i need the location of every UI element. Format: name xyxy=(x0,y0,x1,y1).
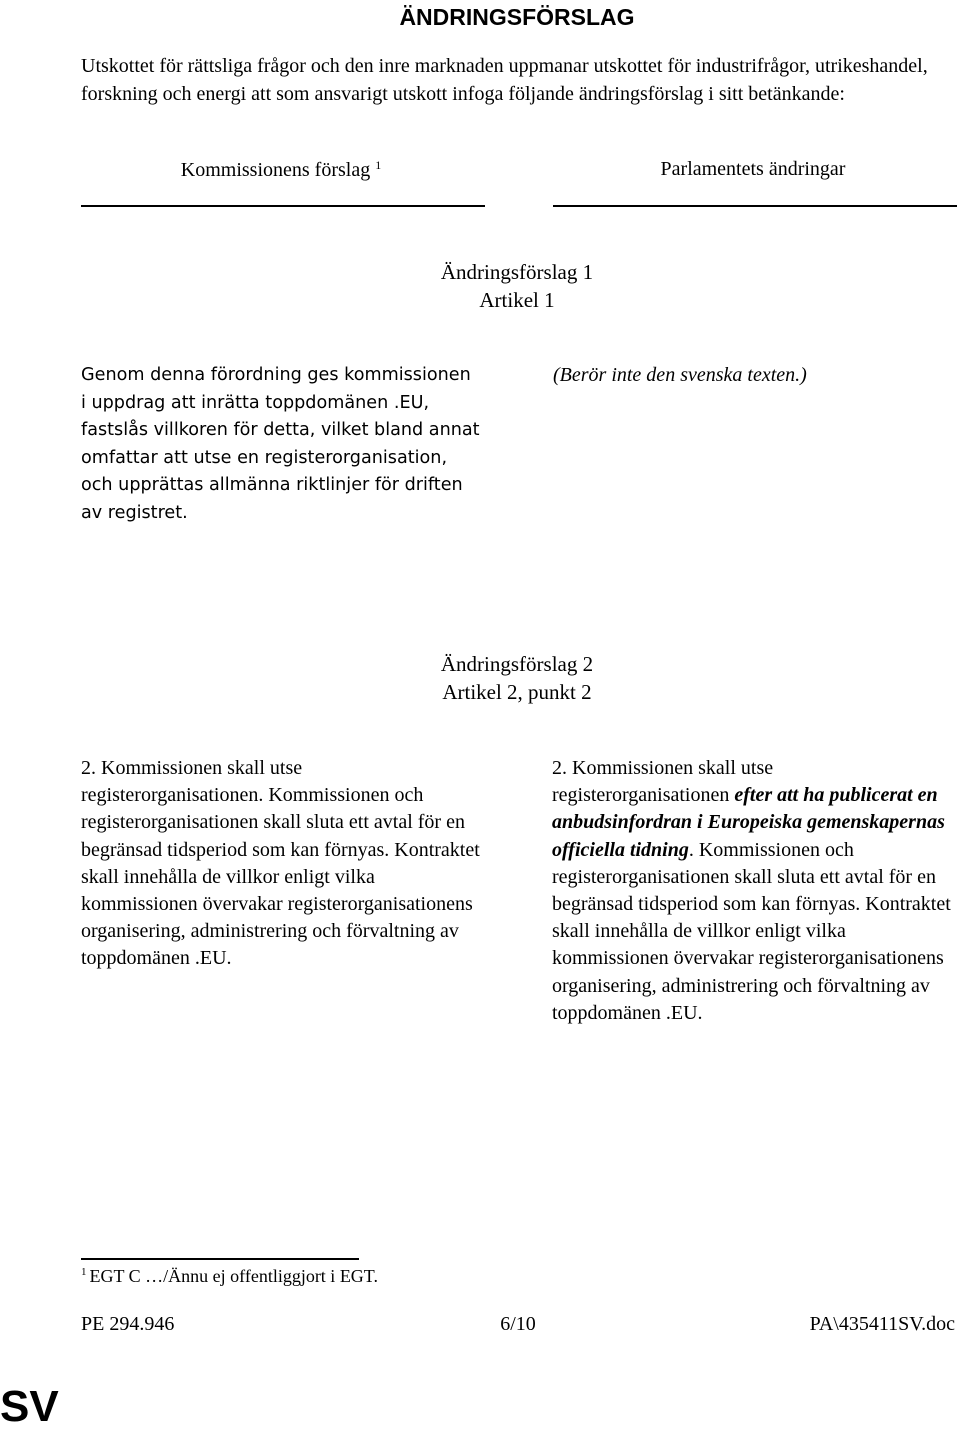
amendment-2-parliament-added-text: efter att ha publicerat en anbudsinfordran i Europeiska gemenskapernas officiella tidning xyxy=(552,784,945,861)
amendment-2-number: Ändringsförslag 2 xyxy=(440,652,594,676)
column-header-commission xyxy=(81,158,481,182)
amendment-1-parliament-text: (Berör inte den svenska texten.) xyxy=(553,364,807,386)
amendment-2-heading xyxy=(0,650,960,706)
column-header-commission-label: Kommissionens förslag xyxy=(180,159,371,181)
amendment-2-commission-text: 2. Kommissionen skall utse registerorganisationen. Kommissionen och registerorganisationen skall sluta ett avtal för en begränsad tidsperiod som kan förnyas. Kontraktet skall innehålla de villkor enligt vilka kommissionen övervakar registerorganisationens organisering, administrering och förvaltning av toppdomänen .EU. xyxy=(81,757,480,970)
language-code: SV xyxy=(0,1382,59,1431)
amendment-1-commission-text: Genom denna förordning ges kommissionen i uppdrag att inrätta toppdomänen .EU, fastslås villkoren för detta, vilket bland annat omfattar att utse en registerorganisation, och upprättas allmänna riktlinjer för driften av registret. xyxy=(81,365,480,523)
amendment-2-parliament-text-end: . Kommissionen och registerorganisationen skall sluta ett avtal för en begränsad tidsperiod som kan förnyas. Kontraktet skall innehålla de villkor enligt vilka kommissionen övervakar registerorganisationens organisering, administrering och förvaltning av toppdomänen .EU. xyxy=(552,838,951,1024)
footnote-text: EGT C …/Ännu ej offentliggjort i EGT. xyxy=(89,1266,378,1286)
footnote-number: 1 xyxy=(81,1266,87,1278)
amendment-1-number: Ändringsförslag 1 xyxy=(440,260,594,284)
footer-page-number: 6/10 xyxy=(500,1313,536,1335)
document-title: ÄNDRINGSFÖRSLAG xyxy=(399,4,635,30)
footer-reference: PE 294.946 xyxy=(81,1313,175,1335)
footnote-reference: 1 xyxy=(375,158,382,172)
footnote xyxy=(81,1266,378,1287)
amendment-2-parliament-text-start: 2. Kommissionen skall utse registerorganisationen xyxy=(552,757,774,807)
amendment-2-article: Artikel 2, punkt 2 xyxy=(442,680,592,704)
column-rule-right xyxy=(553,205,957,207)
column-header-parliament: Parlamentets ändringar xyxy=(660,158,846,180)
footnote-separator xyxy=(81,1258,359,1260)
amendment-1-article: Artikel 1 xyxy=(479,288,555,312)
amendment-1-heading xyxy=(0,258,960,314)
intro-paragraph: Utskottet för rättsliga frågor och den inre marknaden uppmanar utskottet för industrifrågor, utrikeshandel, forskning och energi att som ansvarigt utskott infoga följande ändringsförslag i sitt betänkande: xyxy=(81,55,928,105)
column-rule-left xyxy=(81,205,485,207)
amendment-2-parliament-text xyxy=(552,755,952,1027)
footer-filename: PA\435411SV.doc xyxy=(809,1313,955,1335)
